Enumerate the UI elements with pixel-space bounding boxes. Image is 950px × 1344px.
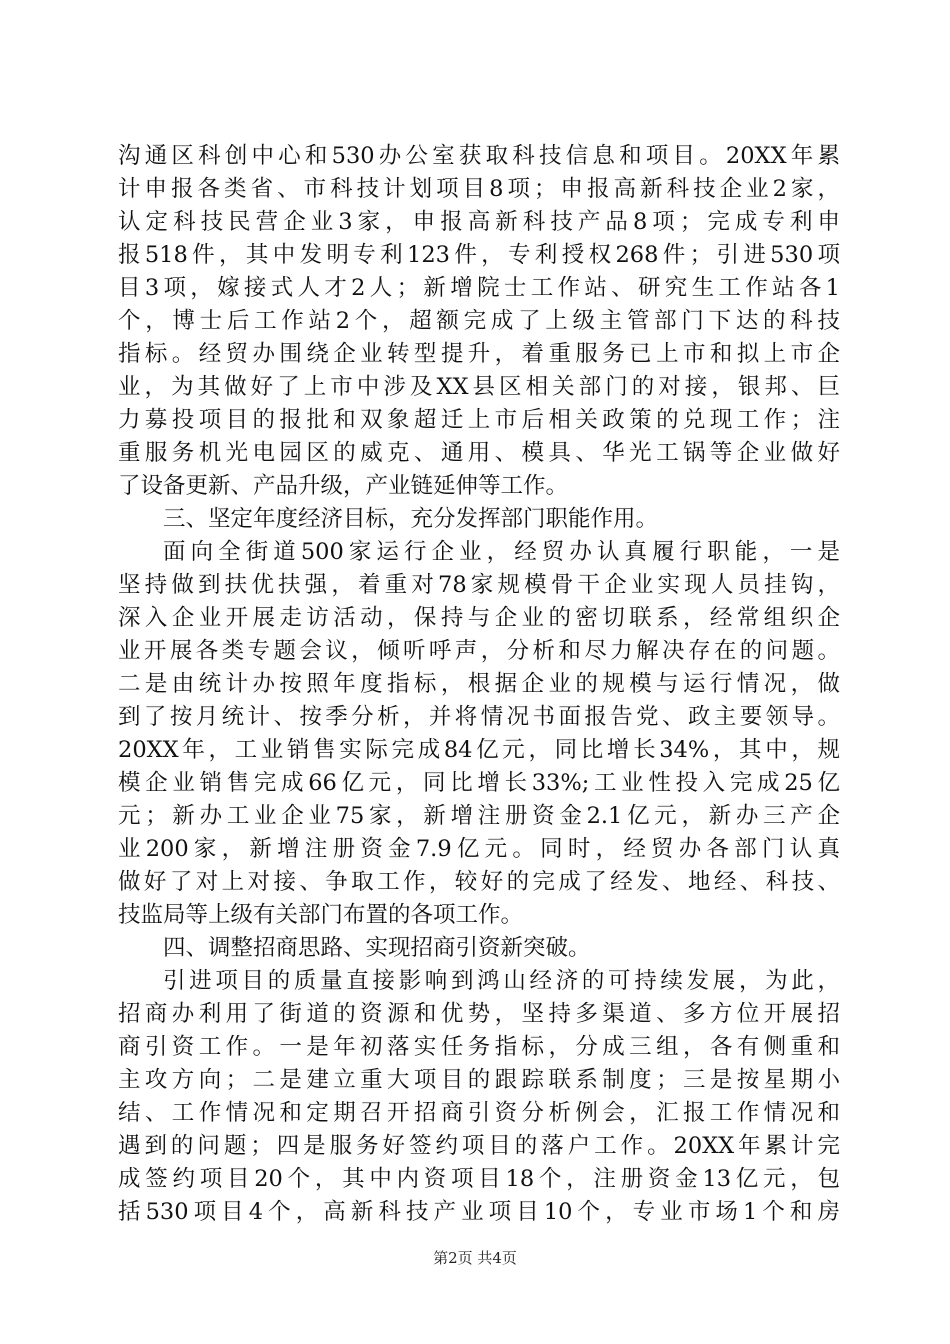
text-line: 坚持做到扶优扶强，着重对78家规模骨干企业实现人员挂钩， [118,572,840,598]
text-line: 个，博士后工作站2个，超额完成了上级主管部门下达的科技 [118,308,840,334]
text-line: 二是由统计办按照年度指标，根据企业的规模与运行情况，做 [118,671,840,697]
text-line: 引进项目的质量直接影响到鸿山经济的可持续发展，为此， [163,968,840,994]
text-line: 业200家，新增注册资金7.9亿元。同时，经贸办各部门认真 [118,836,840,862]
text-line: 做好了对上对接、争取工作，较好的完成了经发、地经、科技、 [118,869,840,895]
text-line: 计申报各类省、市科技计划项目8项；申报高新科技企业2家， [118,176,840,202]
text-line: 沟通区科创中心和530办公室获取科技信息和项目。20XX年累 [118,143,840,169]
text-line: 业开展各类专题会议，倾听呼声，分析和尽力解决存在的问题。 [118,638,840,664]
text-line: 到了按月统计、按季分析，并将情况书面报告党、政主要领导。 [118,704,840,730]
text-line: 主攻方向；二是建立重大项目的跟踪联系制度；三是按星期小 [118,1067,840,1093]
text-line: 元；新办工业企业75家，新增注册资金2.1亿元，新办三产企 [118,803,840,829]
text-line: 了设备更新、产品升级，产业链延伸等工作。 [118,473,569,499]
document-body [118,140,840,1229]
text-line: 力募投项目的报批和双象超迁上市后相关政策的兑现工作；注 [118,407,840,433]
text-line: 括530项目4个，高新科技产业项目10个，专业市场1个和房 [118,1199,840,1225]
section-heading: 三、坚定年度经济目标，充分发挥部门职能作用。 [163,506,659,532]
text-line: 模企业销售完成66亿元，同比增长33%;工业性投入完成25亿 [118,770,840,796]
text-line: 技监局等上级有关部门布置的各项工作。 [118,902,524,928]
text-line: 报518件，其中发明专利123件，专利授权268件；引进530项 [118,242,840,268]
page-number-label: 第2页 共4页 [433,1249,517,1267]
text-line: 业，为其做好了上市中涉及XX县区相关部门的对接，银邦、巨 [118,374,840,400]
text-line: 结、工作情况和定期召开招商引资分析例会，汇报工作情况和 [118,1100,840,1126]
text-line: 20XX年，工业销售实际完成84亿元，同比增长34%，其中，规 [118,737,840,763]
text-line: 面向全街道500家运行企业，经贸办认真履行职能，一是 [163,539,840,565]
text-line: 目3项，嫁接式人才2人；新增院士工作站、研究生工作站各1 [118,275,840,301]
text-line: 深入企业开展走访活动，保持与企业的密切联系，经常组织企 [118,605,840,631]
text-line: 成签约项目20个，其中内资项目18个，注册资金13亿元，包 [118,1166,840,1192]
section-heading: 四、调整招商思路、实现招商引资新突破。 [163,935,591,961]
text-line: 认定科技民营企业3家，申报高新科技产品8项；完成专利申 [118,209,840,235]
text-line: 招商办利用了街道的资源和优势，坚持多渠道、多方位开展招 [118,1001,840,1027]
text-line: 指标。经贸办围绕企业转型提升，着重服务已上市和拟上市企 [118,341,840,367]
text-line: 商引资工作。一是年初落实任务指标，分成三组，各有侧重和 [118,1034,840,1060]
page-footer [0,1247,950,1268]
text-line: 遇到的问题；四是服务好签约项目的落户工作。20XX年累计完 [118,1133,840,1159]
text-line: 重服务机光电园区的威克、通用、模具、华光工锅等企业做好 [118,440,840,466]
